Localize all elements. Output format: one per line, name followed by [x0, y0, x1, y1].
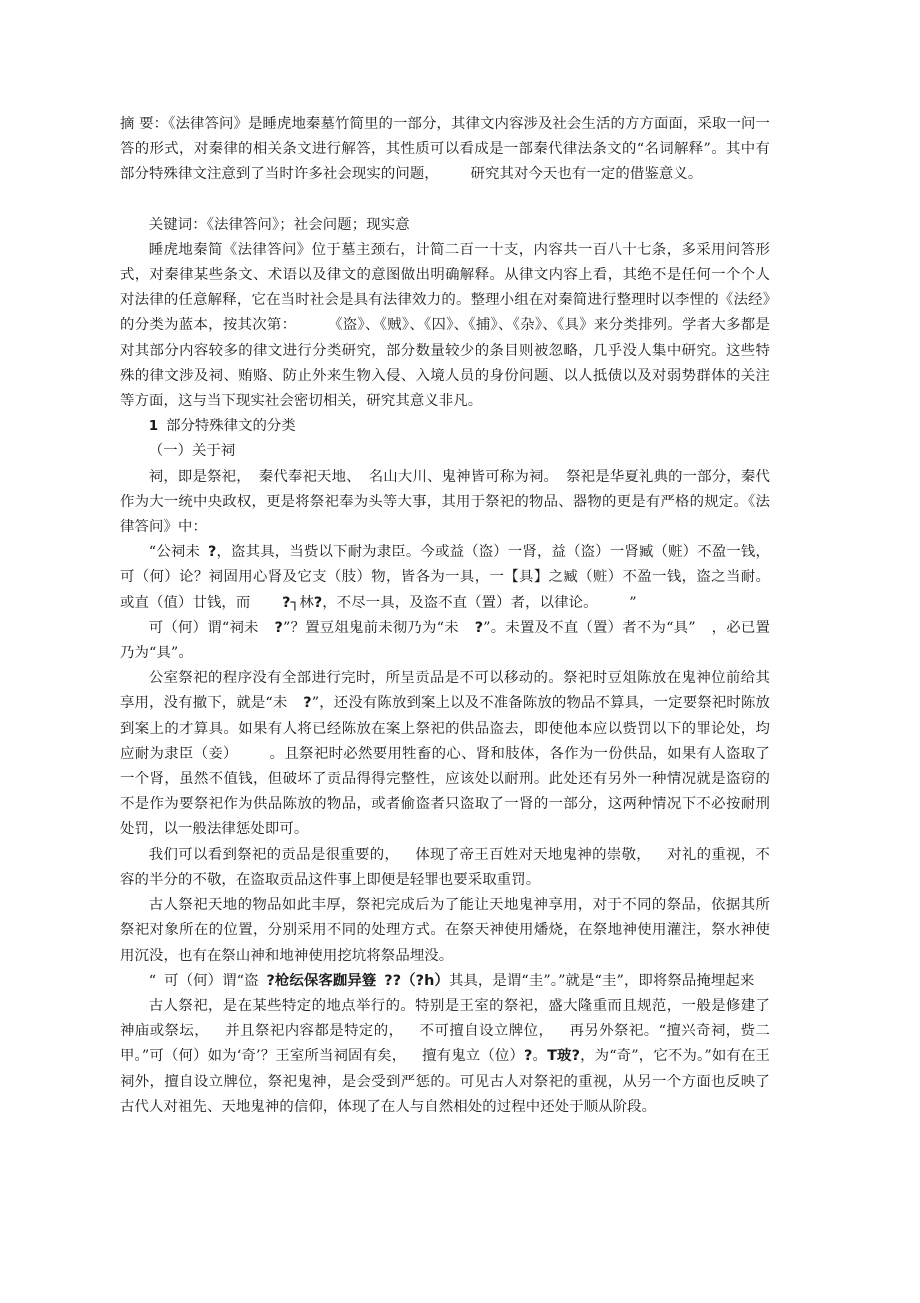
keywords-label: 关键词：: [148, 216, 207, 233]
quote3-text-a: “: [148, 972, 157, 989]
analysis-paragraph-2: [120, 893, 770, 969]
expl1-glyph-a: ?: [303, 695, 312, 712]
keywords-paragraph: [120, 213, 770, 238]
anal2-text-a: 古人祭祀天地的物品如此丰厚，祭祀完成后为了能让天地鬼神享用，对于不同的祭品，依据其所祭祀对象所在的位置，分别采用不同的处理方式。在祭天神使用燔烧，在祭地神使用灌注，祭水神使用沉没，也有在祭山神和地神使用挖坑将祭品埋没。: [120, 897, 770, 964]
closing-text-a: 古人祭祀，是在某些特定的地点举行的。特别是王室的祭祀，盛大隆重而且规范，一般是修建了神庙或祭坛，: [120, 997, 770, 1040]
ci-def-text-c: 名山大川、鬼神皆可称为祠。: [368, 468, 559, 485]
quote2-text-d: ，必已置乃为“具”。: [120, 619, 770, 662]
expl1-text-c: 。且祭祀时必然要用牲畜的心、肾和肢体，各作为一份供品，如果有人盗取了一个肾，虽然不值钱，但破坏了贡品得得完整性，应该处以耐刑。此处还有另外一种情况就是盗窃的不是作为要祭祀作为供品陈放的物品，或者偷盗者只盗取了一肾的一部分，这两种情况下不必按耐刑处罚，以一般法律惩处即可。: [120, 745, 770, 838]
subsection-heading: [120, 439, 770, 464]
closing-text-b: 并且祭祀内容都是特定的，: [224, 1023, 404, 1040]
section-heading: [120, 414, 770, 439]
quote1-glyph-a: ?: [207, 544, 217, 561]
subsection-heading-title: （一）关于祠: [148, 443, 236, 460]
abstract-paragraph: [120, 112, 770, 188]
quote1-text-c: 林: [299, 594, 314, 611]
abstract-text-tail: 研究其对今天也有一定的借鉴意义。: [470, 166, 703, 183]
quote2-text-a: 可（何）谓“祠未: [148, 619, 259, 636]
quote3-glyph-a: ?枪纭保客跏异簦: [266, 972, 377, 989]
anal1-text-b: 体现了帝王百姓对天地鬼神的崇敬，: [415, 846, 652, 863]
keywords-text: 《法律答问》；社会问题；现实意: [206, 216, 410, 233]
ci-def-text-a: 祠，即是祭祀，: [148, 468, 251, 485]
explanation-paragraph-1: [120, 666, 770, 842]
ci-definition-paragraph: [120, 465, 770, 541]
analysis-paragraph-1: [120, 843, 770, 893]
quotation-paragraph-3: [120, 969, 770, 994]
anal1-text-c: 对礼的重视，不容的半分的不敬，在盗取贡品这件事上即便是轻罪也要采取重罚。: [120, 846, 771, 888]
quote1-text-e: ”: [629, 594, 637, 611]
quote3-text-b: 可（何）谓“盗: [164, 972, 259, 989]
closing-text-e: 擅有鬼立（位）: [422, 1048, 524, 1065]
closing-glyph-b: T玻?: [547, 1048, 581, 1065]
abstract-text: 《法律答问》是睡虎地秦墓竹简里的一部分，其律文内容涉及社会生活的方方面面，采取一问一答的形式，对秦律的相关条文进行解答，其性质可以看成是一部秦代律法条文的“名词解释”。其中有部分特殊律文注意到了当时许多社会现实的问题，: [120, 116, 770, 183]
abstract-label: 摘 要：: [120, 116, 169, 132]
quote1-glyph-c: ?: [313, 594, 323, 611]
quotation-paragraph-1: [120, 540, 770, 616]
closing-text-d: 再另外祭祀。“擅兴奇祠，赀二甲。”可（何）如为‘奇’？王室所当祠固有矣，: [120, 1023, 770, 1065]
document-body: [120, 112, 770, 1120]
closing-text-g: ，为“奇”，它不为。”如有在王祠外，擅自设立牌位，祭祀鬼神，是会受到严惩的。可见古人对祭祀的重视，从另一个方面也反映了古代人对祖先、天地鬼神的信仰，体现了在人与自然相处的过程中还处于顺从阶段。: [120, 1048, 771, 1115]
closing-glyph-a: ?: [524, 1048, 533, 1065]
closing-text-c: 不可擅自设立牌位，: [419, 1023, 554, 1040]
section-heading-title: 部分特殊律文的分类: [166, 418, 296, 435]
quote3-glyph-b: ??（?h）: [384, 972, 449, 989]
anal1-text-a: 我们可以看到祭祀的贡品是很重要的，: [148, 846, 400, 863]
quote1-glyph-b: ?┐: [282, 594, 300, 611]
closing-paragraph: [120, 994, 770, 1120]
quote1-text-b: ，盗其具，当赀以下耐为隶臣。今或益（盗）一肾，益（盗）一肾臧（赃）不盈一钱，可（何）论？祠固用心肾及它支（肢）物，皆各为一具，一【具】之臧（赃）不盈一钱，盗之当耐。或直（值）廿钱，而: [120, 544, 770, 611]
expl1-text-b: ”，还没有陈放到案上以及不准备陈放的物品不算具，一定要祭祀时陈放到案上的才算具。如果有人将已经陈放在案上祭祀的供品盗去，即使他本应以赀罚以下的罪论处，均应耐为隶臣（妾）: [120, 695, 770, 762]
quote2-glyph-b: ?: [474, 619, 484, 636]
abstract-keywords-spacer: [120, 188, 770, 213]
quote1-text-d: ，不尽一具，及盗不直（置）者，以律论。: [322, 594, 598, 611]
ci-def-text-b: 秦代奉祀天地、: [258, 468, 361, 485]
quote3-text-c: 其具，是谓“圭”。”就是“圭”，即将祭品掩埋起来: [448, 972, 755, 989]
quote1-text-a: “公祠未: [148, 544, 201, 561]
section-heading-number: 1: [148, 418, 159, 435]
intro-paragraph: [120, 238, 770, 414]
quote2-glyph-a: ?: [274, 619, 283, 636]
intro-text-a: 睡虎地秦简《法律答问》位于墓主颈右，计简二百一十支，内容共一百八十七条，多采用问答形式，对秦律某些条文、术语以及律文的意图做出明确解释。从律文内容上看，其绝不是任何一个个人对法律的任意解释，它在当时社会是具有法律效力的。整理小组在对秦简进行整理时以李悝的《法经》的分类为蓝本，按其次第：: [120, 241, 770, 334]
intro-text-b: 《盗》、《贼》、《囚》、《捕》、《杂》、《具》来分类排列。学者大多都是对其部分内容较多的律文进行分类研究，部分数量较少的条目则被忽略，几乎没人集中研究。这些特殊的律文涉及祠、贿赂、防止外来生物入侵、入境人员的身份问题、以人抵债以及对弱势群体的关注等方面，这与当下现实社会密切相关，研究其意义非凡。: [120, 317, 770, 410]
quote2-text-c: ”。未置及不直（置）者不为“具”: [483, 619, 696, 636]
ci-def-text-d: 祭祀是华夏礼典的一部分，秦代作为大一统中央政权，更是将祭祀奉为头等大事，其用于祭祀的物品、器物的更是有严格的规定。《法律答问》中：: [120, 468, 770, 536]
closing-text-f: 。: [532, 1048, 548, 1065]
quote2-text-b: ”？置豆俎鬼前未彻乃为“未: [282, 619, 459, 636]
expl1-text-a: 公室祭祀的程序没有全部进行完时，所呈贡品是不可以移动的。祭祀时豆俎陈放在鬼神位前给其享用，没有撤下，就是“未: [120, 670, 770, 712]
quotation-paragraph-2: [120, 616, 770, 666]
